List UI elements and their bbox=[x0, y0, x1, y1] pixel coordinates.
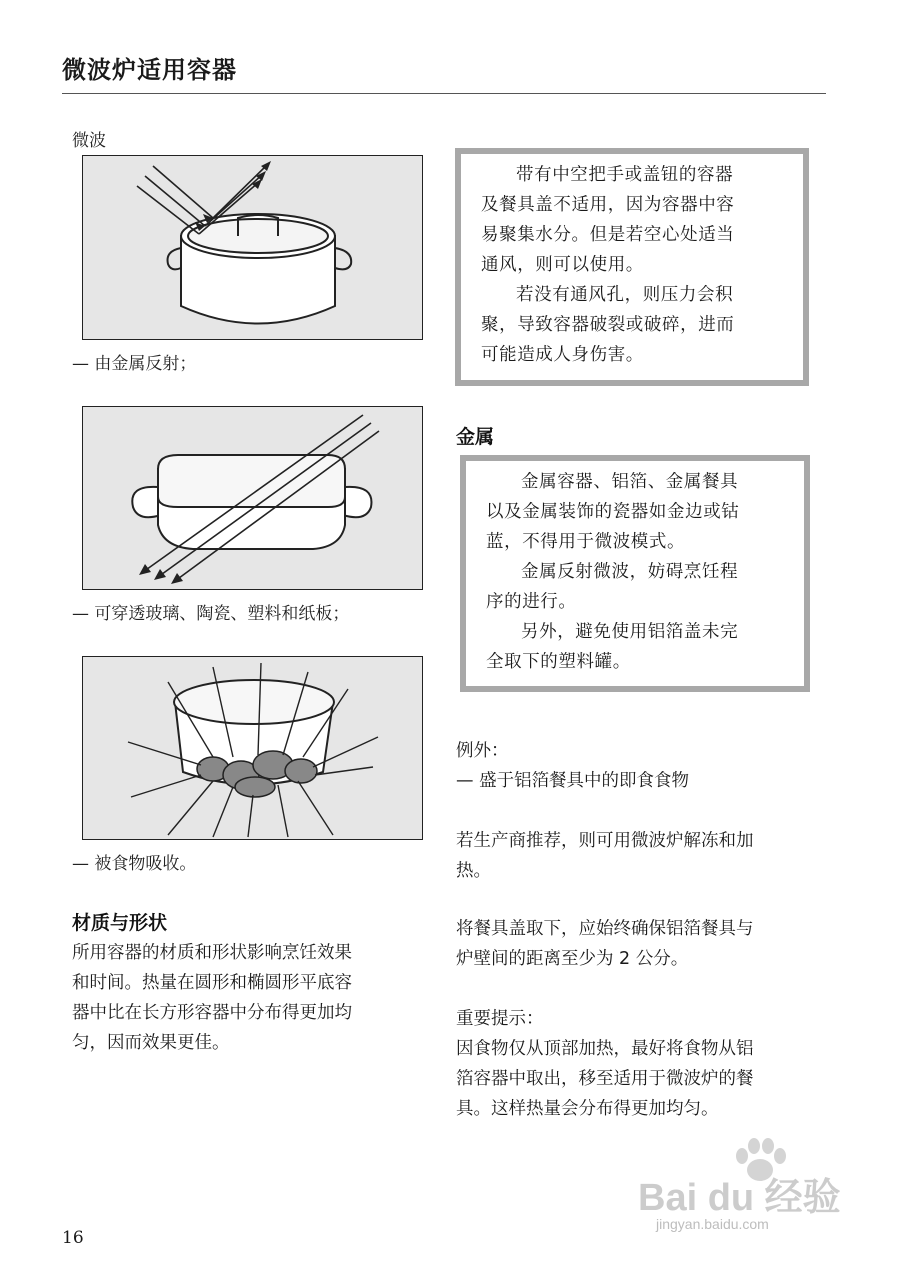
text-line: 具。这样热量会分布得更加均匀。 bbox=[456, 1099, 719, 1119]
text-line: 带有中空把手或盖钮的容器 bbox=[516, 165, 734, 185]
caption-passes-through: — 可穿透玻璃、陶瓷、塑料和纸板； bbox=[72, 604, 350, 624]
watermark-brand: Bai du 经验 bbox=[638, 1177, 841, 1219]
page-title: 微波炉适用容器 bbox=[62, 56, 237, 84]
figure-glass-transmission bbox=[82, 406, 423, 590]
warning-box-hollow-handles bbox=[455, 148, 809, 386]
exception-label: 例外： bbox=[456, 741, 509, 761]
text-line: 蓝，不得用于微波模式。 bbox=[486, 532, 686, 552]
text-line: 序的进行。 bbox=[486, 592, 577, 612]
text-line: 匀，因而效果更佳。 bbox=[72, 1033, 230, 1053]
text-line: 若没有通风孔，则压力会积 bbox=[516, 285, 734, 305]
text-line: 易聚集水分。但是若空心处适当 bbox=[481, 225, 735, 245]
text-line: 可能造成人身伤害。 bbox=[481, 345, 644, 365]
text-line: 热。 bbox=[456, 861, 491, 881]
bowl-with-food-illustration bbox=[83, 657, 421, 838]
text-line: 箔容器中取出，移至适用于微波炉的餐 bbox=[456, 1069, 754, 1089]
paragraph-important bbox=[456, 1034, 826, 1124]
text-line: 金属容器、铝箔、金属餐具 bbox=[521, 472, 739, 492]
caption-absorbed-by-food: — 被食物吸收。 bbox=[72, 854, 197, 874]
text-line: 若生产商推荐，则可用微波炉解冻和加 bbox=[456, 831, 754, 851]
section-label-microwave: 微波 bbox=[72, 131, 106, 151]
figure-food-absorption bbox=[82, 656, 423, 840]
metal-pot-illustration bbox=[83, 156, 421, 338]
text-line: 全取下的塑料罐。 bbox=[486, 652, 631, 672]
heading-metal: 金属 bbox=[456, 426, 495, 448]
text-line: 另外，避免使用铝箔盖未完 bbox=[521, 622, 739, 642]
text-line: 聚，导致容器破裂或破碎，进而 bbox=[481, 315, 735, 335]
watermark-url: jingyan.baidu.com bbox=[656, 1216, 769, 1232]
paragraph-recommend bbox=[456, 826, 826, 886]
paragraph-distance bbox=[456, 914, 826, 974]
glass-dish-illustration bbox=[83, 407, 421, 588]
text-line: 器中比在长方形容器中分布得更加均 bbox=[72, 1003, 352, 1023]
text-line: 炉壁间的距离至少为 2 公分。 bbox=[456, 949, 689, 969]
text-line: 及餐具盖不适用，因为容器中容 bbox=[481, 195, 735, 215]
text-line: 通风，则可以使用。 bbox=[481, 255, 644, 275]
figure-metal-reflection bbox=[82, 155, 423, 340]
header-rule bbox=[62, 93, 826, 94]
text-line: 因食物仅从顶部加热，最好将食物从铝 bbox=[456, 1039, 754, 1059]
exception-item: — 盛于铝箔餐具中的即食食物 bbox=[456, 771, 690, 791]
text-line: 和时间。热量在圆形和椭圆形平底容 bbox=[72, 973, 352, 993]
heading-material-shape: 材质与形状 bbox=[72, 912, 168, 934]
important-label: 重要提示： bbox=[456, 1009, 544, 1029]
text-line: 所用容器的材质和形状影响烹饪效果 bbox=[72, 943, 352, 963]
text-line: 金属反射微波，妨碍烹饪程 bbox=[521, 562, 739, 582]
warning-box-metal bbox=[460, 455, 810, 692]
paragraph-material-shape bbox=[72, 938, 432, 1058]
text-line: 将餐具盖取下，应始终确保铝箔餐具与 bbox=[456, 919, 754, 939]
caption-reflected-by-metal: — 由金属反射； bbox=[72, 354, 197, 374]
baidu-jingyan-watermark bbox=[638, 1136, 848, 1246]
page-number: 16 bbox=[62, 1228, 84, 1248]
text-line: 以及金属装饰的瓷器如金边或钴 bbox=[486, 502, 740, 522]
